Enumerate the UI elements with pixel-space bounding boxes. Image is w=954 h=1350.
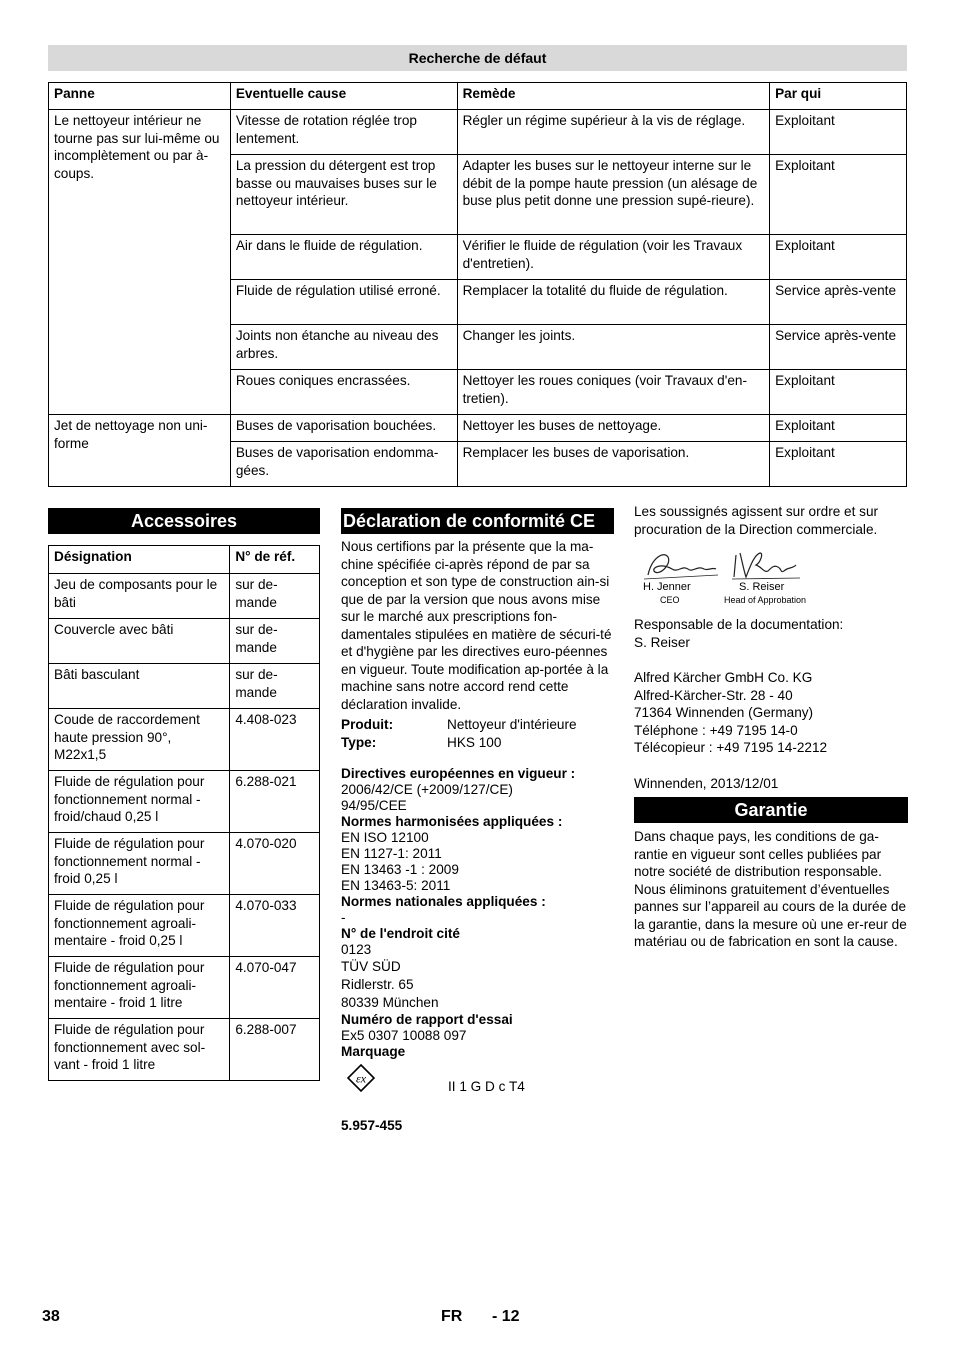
doc-responsible-name: S. Reiser — [634, 634, 690, 650]
signature-jenner-icon — [642, 547, 722, 585]
header-cause: Eventuelle cause — [230, 83, 457, 110]
document-number: 5.957-455 — [341, 1118, 403, 1133]
qui-cell: Exploitant — [770, 370, 907, 415]
date-line: Winnenden, 2013/12/01 — [634, 775, 779, 791]
table-row — [49, 895, 320, 957]
designation-cell: Fluide de régulation pour fonctionnement avec sol-vant - froid 1 litre — [49, 1019, 230, 1081]
sub-page-number: - 12 — [492, 1308, 520, 1325]
harmonized-item: EN 13463-5: 2011 — [341, 878, 451, 893]
ref-cell: 4.070-047 — [230, 957, 320, 1019]
cause-cell: Buses de vaporisation endomma-gées. — [230, 442, 457, 487]
signature-reiser-icon — [730, 547, 802, 583]
header-ref: N° de réf. — [230, 546, 320, 574]
marking-value: II 1 G D c T4 — [448, 1079, 525, 1094]
notified-body-line: Ridlerstr. 65 — [341, 977, 414, 992]
directive-item: 2006/42/CE (+2009/127/CE) — [341, 782, 513, 797]
fault-section-title: Recherche de défaut — [48, 45, 907, 71]
signatory-intro: Les soussignés agissent sur ordre et sur procuration de la Direction commerciale. — [634, 504, 879, 537]
phone-line: Téléphone : +49 7195 14-0 — [634, 722, 798, 738]
ref-cell: 4.070-020 — [230, 833, 320, 895]
panne-cell: Le nettoyeur intérieur ne tourne pas sur lui-même ou incomplètement ou par à-coups. — [49, 110, 231, 415]
type-label: Type: — [341, 734, 377, 750]
type-value: HKS 100 — [447, 734, 502, 750]
svg-text:εx: εx — [355, 1071, 367, 1086]
cause-cell: La pression du détergent est trop basse ou mauvaises buses sur le nettoyeur intérieur. — [230, 155, 457, 235]
address-line: Alfred-Kärcher-Str. 28 - 40 — [634, 687, 793, 703]
remede-cell: Remplacer les buses de vaporisation. — [457, 442, 770, 487]
remede-cell: Changer les joints. — [457, 325, 770, 370]
signatory-block — [634, 503, 908, 538]
cause-cell: Roues coniques encrassées. — [230, 370, 457, 415]
remede-cell: Nettoyer les buses de nettoyage. — [457, 415, 770, 442]
marking-label: Marquage — [341, 1044, 406, 1059]
remede-cell: Régler un régime supérieur à la vis de réglage. — [457, 110, 770, 155]
cause-cell: Vitesse de rotation réglée trop lentement. — [230, 110, 457, 155]
ref-cell: sur de-mande — [230, 619, 320, 664]
table-row — [49, 709, 320, 771]
designation-cell: Fluide de régulation pour fonctionnement normal - froid/chaud 0,25 l — [49, 771, 230, 833]
garantie-text: Dans chaque pays, les conditions de ga-rantie en vigueur sont celles publiées par notre société de distribution responsable. Nous éliminons gratuitement d’éventuelles pannes sur l’appareil au cours de la durée de la garantie, dans la mesure où une er-reur de matériau ou de fabrication en sont la cause. — [634, 829, 907, 949]
designation-cell: Bâti basculant — [49, 664, 230, 709]
notified-body-line: 0123 — [341, 942, 372, 957]
remede-cell: Nettoyer les roues coniques (voir Travaux d'en-tretien). — [457, 370, 770, 415]
accessories-table — [48, 545, 320, 1081]
table-row — [49, 1019, 320, 1081]
header-remede: Remède — [457, 83, 770, 110]
designation-cell: Jeu de composants pour le bâti — [49, 574, 230, 619]
harmonized-item: EN 13463 -1 : 2009 — [341, 862, 459, 877]
table-header-row — [49, 83, 907, 110]
table-row — [49, 574, 320, 619]
language-code: FR — [441, 1308, 463, 1325]
ref-cell: 6.288-007 — [230, 1019, 320, 1081]
cause-cell: Buses de vaporisation bouchées. — [230, 415, 457, 442]
notified-body-line: TÜV SÜD — [341, 959, 401, 974]
doc-responsible-label: Responsable de la documentation: — [634, 617, 844, 632]
qui-cell: Exploitant — [770, 415, 907, 442]
designation-cell: Couvercle avec bâti — [49, 619, 230, 664]
harmonized-label: Normes harmonisées appliquées : — [341, 814, 563, 829]
ref-cell: sur de-mande — [230, 664, 320, 709]
harmonized-item: EN 1127-1: 2011 — [341, 846, 442, 861]
marking-line — [341, 1060, 615, 1098]
signature-1-role: CEO — [660, 595, 680, 605]
cause-cell: Joints non étanche au niveau des arbres. — [230, 325, 457, 370]
qui-cell: Service après-vente — [770, 280, 907, 325]
national-label: Normes nationales appliquées : — [341, 894, 546, 909]
table-row — [49, 415, 907, 442]
qui-cell: Exploitant — [770, 442, 907, 487]
ref-cell: 6.288-021 — [230, 771, 320, 833]
garantie-title: Garantie — [634, 797, 908, 823]
declaration-intro: Nous certifions par la présente que la ma-chine spécifiée ci-après répond de par sa conception et son type de construction ain-si que de par la version que nous avons mise sur le marché aux prescriptions fon-damentales stipulées en matière de sécuri-té et d'hygiène par les directives euro-péennes en vigueur. Toute modification ap-portée à la machine sans notre accord rend cette déclaration invalide. — [341, 539, 612, 712]
designation-cell: Coude de raccordement haute pression 90°, M22x1,5 — [49, 709, 230, 771]
designation-cell: Fluide de régulation pour fonctionnement agroali-mentaire - froid 0,25 l — [49, 895, 230, 957]
product-label: Produit: — [341, 717, 394, 732]
declaration-title: Déclaration de conformité CE — [341, 508, 614, 534]
header-designation: Désignation — [49, 546, 230, 574]
national-value: - — [341, 910, 346, 925]
accessories-title: Accessoires — [48, 508, 320, 534]
table-row — [49, 771, 320, 833]
remede-cell: Remplacer la totalité du fluide de régulation. — [457, 280, 770, 325]
cause-cell: Fluide de régulation utilisé erroné. — [230, 280, 457, 325]
cause-cell: Air dans le fluide de régulation. — [230, 235, 457, 280]
table-row — [49, 110, 907, 155]
fault-table — [48, 82, 907, 487]
qui-cell: Service après-vente — [770, 325, 907, 370]
table-row — [49, 619, 320, 664]
qui-cell: Exploitant — [770, 235, 907, 280]
ref-cell: sur de-mande — [230, 574, 320, 619]
type-line — [341, 734, 615, 752]
declaration-details — [341, 766, 615, 1060]
ref-cell: 4.070-033 — [230, 895, 320, 957]
panne-cell: Jet de nettoyage non uni-forme — [49, 415, 231, 487]
contact-block — [634, 616, 908, 792]
fax-line: Télécopieur : +49 7195 14-2212 — [634, 740, 828, 755]
directive-item: 94/95/CEE — [341, 798, 407, 813]
header-panne: Panne — [49, 83, 231, 110]
report-label: Numéro de rapport d'essai — [341, 1012, 513, 1027]
product-value: Nettoyeur d'intérieure — [447, 717, 577, 732]
notified-body-label: N° de l'endroit cité — [341, 926, 460, 941]
page-number: 38 — [42, 1308, 60, 1325]
directives-label: Directives européennes en vigueur : — [341, 766, 576, 781]
qui-cell: Exploitant — [770, 110, 907, 155]
product-line — [341, 716, 615, 734]
header-par-qui: Par qui — [770, 83, 907, 110]
ex-mark-icon — [345, 1063, 377, 1093]
signature-2-name: S. Reiser — [739, 581, 785, 593]
notified-body-line: 80339 München — [341, 995, 439, 1010]
designation-cell: Fluide de régulation pour fonctionnement agroali-mentaire - froid 1 litre — [49, 957, 230, 1019]
qui-cell: Exploitant — [770, 155, 907, 235]
harmonized-item: EN ISO 12100 — [341, 830, 429, 845]
table-row — [49, 664, 320, 709]
signature-2-role: Head of Approbation — [724, 595, 807, 605]
table-row — [49, 833, 320, 895]
declaration-body — [341, 538, 615, 1135]
remede-cell: Vérifier le fluide de régulation (voir les Travaux d'entretien). — [457, 235, 770, 280]
address-line: Alfred Kärcher GmbH Co. KG — [634, 670, 813, 685]
signature-1-name: H. Jenner — [643, 581, 691, 593]
report-value: Ex5 0307 10088 097 — [341, 1028, 467, 1043]
designation-cell: Fluide de régulation pour fonctionnement normal - froid 0,25 l — [49, 833, 230, 895]
table-row — [49, 957, 320, 1019]
address-line: 71364 Winnenden (Germany) — [634, 705, 814, 720]
remede-cell: Adapter les buses sur le nettoyeur interne sur le débit de la pompe haute pression (un alésage de buse plus petit donne une pression supé-rieure). — [457, 155, 770, 235]
ref-cell: 4.408-023 — [230, 709, 320, 771]
table-header-row — [49, 546, 320, 574]
